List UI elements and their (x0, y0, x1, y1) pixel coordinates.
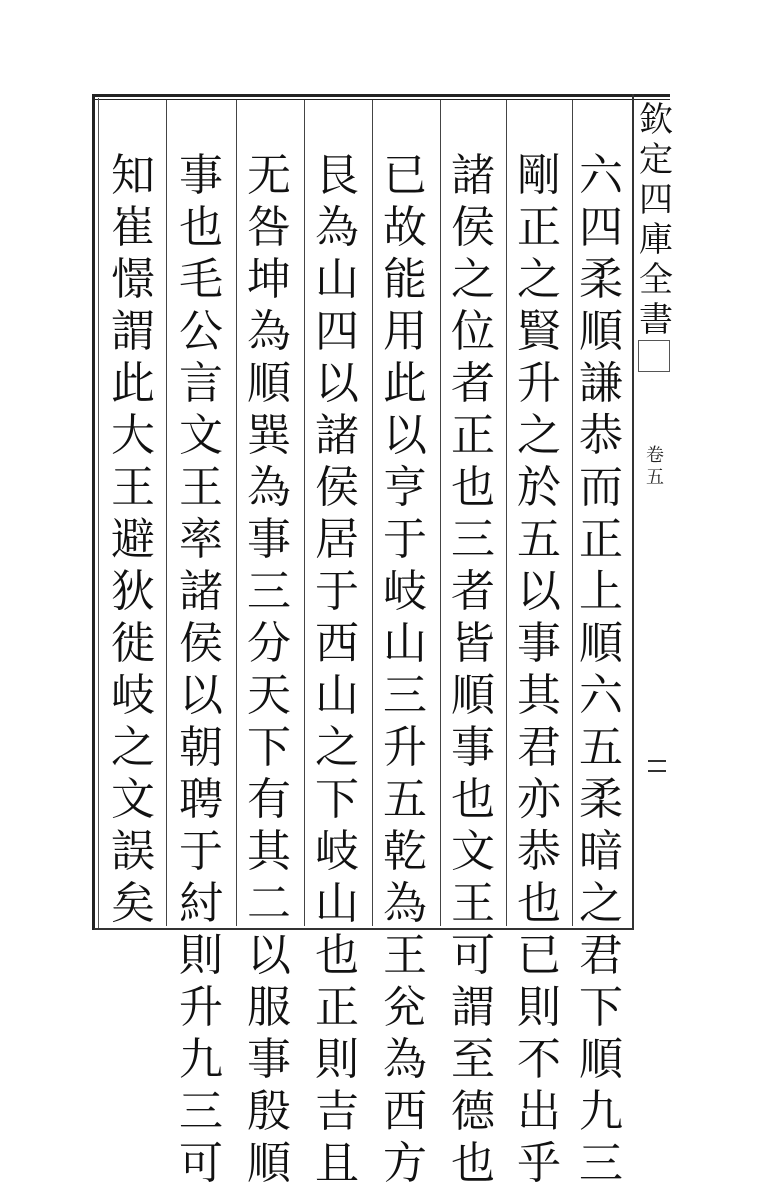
text-char: 謂 (111, 306, 155, 357)
margin-collection-title (636, 100, 676, 340)
text-char: 者 (451, 358, 495, 409)
text-char: 巽 (247, 410, 291, 461)
text-char: 王 (111, 462, 155, 513)
text-column-4 (370, 150, 440, 1190)
text-char: 二 (247, 878, 291, 929)
text-char: 三 (247, 566, 291, 617)
text-char: 恭 (517, 826, 561, 877)
text-char: 諸 (179, 566, 223, 617)
text-char: 順 (579, 618, 623, 669)
text-char: 為 (247, 462, 291, 513)
text-char: 正 (451, 410, 495, 461)
text-char: 有 (247, 774, 291, 825)
text-char: 為 (383, 1034, 427, 1085)
text-char: 能 (383, 254, 427, 305)
text-char: 為 (383, 878, 427, 929)
text-char: 位 (451, 306, 495, 357)
text-char: 五 (383, 774, 427, 825)
text-char: 天 (247, 670, 291, 721)
text-char: 避 (111, 514, 155, 565)
margin-volume-label (640, 445, 670, 489)
text-char: 順 (579, 306, 623, 357)
text-char: 之 (451, 254, 495, 305)
text-char: 王 (451, 878, 495, 929)
text-char: 以 (179, 670, 223, 721)
text-char: 殷 (247, 1086, 291, 1137)
text-char: 為 (247, 306, 291, 357)
text-char: 可 (451, 930, 495, 981)
text-char: 也 (315, 930, 359, 981)
text-char: 岐 (315, 826, 359, 877)
text-char: 方 (383, 1138, 427, 1189)
text-char: 五 (646, 467, 664, 488)
text-char: 言 (179, 358, 223, 409)
text-column-7 (166, 150, 236, 1190)
text-char: 於 (517, 462, 561, 513)
text-char: 者 (451, 566, 495, 617)
text-char: 也 (517, 878, 561, 929)
text-char: 為 (315, 202, 359, 253)
text-char: 狄 (111, 566, 155, 617)
text-char: 六 (579, 150, 623, 201)
text-char: 三 (383, 670, 427, 721)
text-char: 六 (579, 670, 623, 721)
text-char: 之 (517, 410, 561, 461)
text-char: 文 (179, 410, 223, 461)
text-char: 山 (315, 670, 359, 721)
text-char: 知 (111, 150, 155, 201)
text-char: 升 (383, 722, 427, 773)
text-char: 五 (517, 514, 561, 565)
text-char: 剛 (517, 150, 561, 201)
text-char: 西 (383, 1086, 427, 1137)
text-char: 王 (383, 930, 427, 981)
text-char: 憬 (111, 254, 155, 305)
text-char: 德 (451, 1086, 495, 1137)
text-char: 毛 (179, 254, 223, 305)
text-char: 九 (179, 1034, 223, 1085)
text-char: 已 (383, 150, 427, 201)
text-char: 其 (517, 670, 561, 721)
text-char: 乎 (517, 1138, 561, 1189)
text-char: 聘 (179, 774, 223, 825)
text-char: 以 (315, 358, 359, 409)
text-char: 下 (315, 774, 359, 825)
text-char: 順 (579, 1034, 623, 1085)
text-char: 則 (517, 982, 561, 1033)
text-char: 大 (111, 410, 155, 461)
text-char: 謙 (579, 358, 623, 409)
text-char: 率 (179, 514, 223, 565)
text-char: 則 (179, 930, 223, 981)
text-char: 君 (517, 722, 561, 773)
text-char: 坤 (247, 254, 291, 305)
text-char: 暗 (579, 826, 623, 877)
text-char: 朝 (179, 722, 223, 773)
text-char: 事 (247, 514, 291, 565)
text-column-6 (234, 150, 304, 1190)
text-char: 諸 (315, 410, 359, 461)
text-char: 升 (517, 358, 561, 409)
text-char: 四 (639, 180, 673, 220)
text-column-5 (302, 150, 372, 1190)
text-char: 亦 (517, 774, 561, 825)
text-char: 此 (111, 358, 155, 409)
text-char: 則 (315, 1034, 359, 1085)
text-char: 咎 (247, 202, 291, 253)
text-char: 无 (247, 150, 291, 201)
text-char: 不 (517, 1034, 561, 1085)
text-char: 公 (179, 306, 223, 357)
text-char: 以 (383, 410, 427, 461)
text-char: 書 (639, 300, 673, 340)
text-char: 用 (383, 306, 427, 357)
text-char: 事 (517, 618, 561, 669)
text-char: 皆 (451, 618, 495, 669)
text-char: 亨 (383, 462, 427, 513)
text-char: 此 (383, 358, 427, 409)
text-char: 以 (517, 566, 561, 617)
text-char: 艮 (315, 150, 359, 201)
text-char: 三 (579, 1138, 623, 1189)
text-char: 山 (315, 254, 359, 305)
text-char: 岐 (383, 566, 427, 617)
text-char: 于 (383, 514, 427, 565)
text-char: 于 (315, 566, 359, 617)
frame-top-border (92, 94, 670, 97)
text-char: 乾 (383, 826, 427, 877)
frame-left-border (92, 94, 95, 930)
text-char: 賢 (517, 306, 561, 357)
text-char: 故 (383, 202, 427, 253)
text-column-8 (98, 150, 168, 930)
text-char: 順 (247, 358, 291, 409)
text-char: 吉 (315, 1086, 359, 1137)
margin-page-mark (648, 760, 666, 790)
text-char: 事 (247, 1034, 291, 1085)
text-char: 之 (579, 878, 623, 929)
text-char: 以 (247, 930, 291, 981)
text-char: 正 (579, 514, 623, 565)
text-char: 正 (315, 982, 359, 1033)
text-char: 侯 (315, 462, 359, 513)
text-char: 分 (247, 618, 291, 669)
text-char: 于 (179, 826, 223, 877)
text-char: 諸 (451, 150, 495, 201)
text-char: 侯 (179, 618, 223, 669)
text-char: 全 (639, 260, 673, 300)
text-char: 恭 (579, 410, 623, 461)
text-char: 也 (451, 1138, 495, 1189)
text-column-3 (438, 150, 508, 1190)
text-char: 之 (517, 254, 561, 305)
text-char: 而 (579, 462, 623, 513)
text-char: 欽 (639, 100, 673, 140)
text-char: 事 (451, 722, 495, 773)
seal-mark (638, 340, 670, 372)
text-char: 已 (517, 930, 561, 981)
text-char: 也 (451, 462, 495, 513)
text-char: 五 (579, 722, 623, 773)
text-char: 岐 (111, 670, 155, 721)
text-char: 至 (451, 1034, 495, 1085)
text-char: 紂 (179, 878, 223, 929)
text-char: 三 (179, 1086, 223, 1137)
text-char: 定 (639, 140, 673, 180)
text-char: 順 (247, 1138, 291, 1189)
text-char: 可 (179, 1138, 223, 1189)
text-char: 服 (247, 982, 291, 1033)
text-char: 四 (315, 306, 359, 357)
text-char: 之 (315, 722, 359, 773)
text-char: 三 (451, 514, 495, 565)
text-char: 王 (179, 462, 223, 513)
text-char: 也 (179, 202, 223, 253)
text-column-2 (504, 150, 574, 1190)
text-char: 下 (579, 982, 623, 1033)
text-char: 山 (315, 878, 359, 929)
text-char: 居 (315, 514, 359, 565)
text-char: 事 (179, 150, 223, 201)
text-char: 順 (451, 670, 495, 721)
text-char: 柔 (579, 254, 623, 305)
text-char: 柔 (579, 774, 623, 825)
text-char: 誤 (111, 826, 155, 877)
text-char: 正 (517, 202, 561, 253)
text-char: 庫 (639, 220, 673, 260)
text-char: 之 (111, 722, 155, 773)
text-char: 卷 (646, 445, 664, 466)
text-column-1 (566, 150, 636, 1190)
frame-top-inner-border (92, 99, 670, 100)
text-char: 九 (579, 1086, 623, 1137)
text-char: 侯 (451, 202, 495, 253)
text-char: 山 (383, 618, 427, 669)
text-char: 矣 (111, 878, 155, 929)
text-char: 下 (247, 722, 291, 773)
text-char: 出 (517, 1086, 561, 1137)
text-char: 其 (247, 826, 291, 877)
text-char: 文 (111, 774, 155, 825)
text-char: 兊 (383, 982, 427, 1033)
text-char: 文 (451, 826, 495, 877)
text-char: 且 (315, 1138, 359, 1189)
text-char: 四 (579, 202, 623, 253)
text-char: 謂 (451, 982, 495, 1033)
text-char: 西 (315, 618, 359, 669)
text-char: 君 (579, 930, 623, 981)
text-char: 升 (179, 982, 223, 1033)
text-char: 崔 (111, 202, 155, 253)
text-char: 也 (451, 774, 495, 825)
text-char: 上 (579, 566, 623, 617)
text-char: 徙 (111, 618, 155, 669)
